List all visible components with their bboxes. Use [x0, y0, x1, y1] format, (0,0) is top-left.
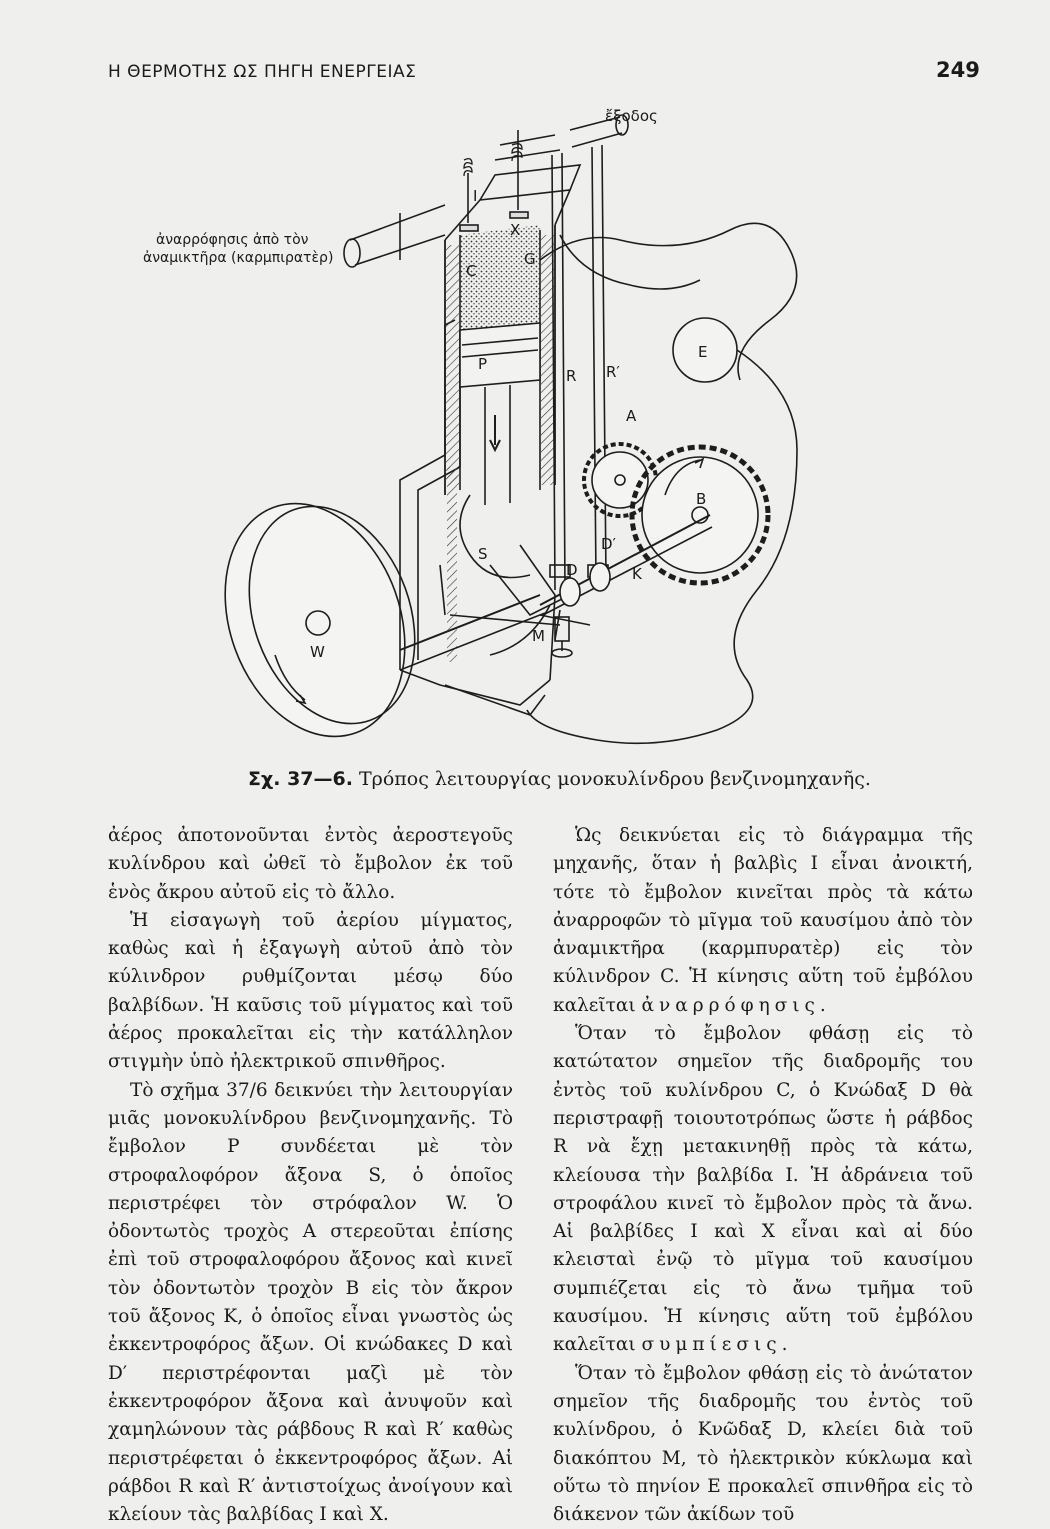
page-number: 249 — [936, 58, 980, 82]
label-camshaft-k: K — [632, 565, 642, 583]
engine-figure — [100, 95, 980, 785]
label-gear-b: B — [696, 490, 707, 508]
right-paragraph-1-text: Ὡς δεικνύεται εἰς τὸ διάγραμμα τῆς μηχανῆς, ὅταν ἡ βαλβὶς I εἶναι ἀνοικτή, τότε τὸ ἔμβολον κινεῖται πρὸς τὰ κάτω ἀναρροφῶν τὸ μῖγμα τοῦ καυσίμου ἀπὸ τὸν ἀναμικτῆρα (καρμπυρατὲρ) εἰς τὸν κύλινδρον C. Ἡ κίνησις αὕτη τοῦ ἐμβόλου καλεῖται — [553, 825, 973, 1016]
flywheel — [194, 478, 444, 762]
running-header: Η ΘΕΡΜΟΤΗΣ ΩΣ ΠΗΓΗ ΕΝΕΡΓΕΙΑΣ — [108, 62, 417, 82]
label-crankshaft-s: S — [478, 545, 488, 563]
term-compression: συμπίεσις. — [641, 1334, 793, 1356]
valves — [460, 130, 560, 231]
label-gear-a: A — [626, 407, 637, 425]
left-paragraph-3: Τὸ σχῆμα 37/6 δεικνύει τὴν λειτουργίαν μιᾶς μονοκυλίνδρου βενζινομηχανῆς. Τὸ ἔμβολον P συνδέεται μὲ τὸν στροφαλοφόρον ἄξονα S, ὁ ὁποῖος περιστρέφει τὸν στρόφαλον W. Ὁ ὀδοντωτὸς τροχὸς A στερεοῦται ἐπίσης ἐπὶ τοῦ στροφαλοφόρου ἄξονος καὶ κινεῖ τὸν ὀδοντωτὸν τροχὸν B εἰς τὸν ἄκρον τοῦ ἄξονος K, ὁ ὁποῖος εἶναι γνωστὸς ὡς ἐκκεντροφόρος ἄξων. Οἱ κνώδακες D καὶ D′ περιστρέφονται μαζὶ μὲ τὸν ἐκκεντροφόρον ἄξονα καὶ ἀνυψοῦν καὶ χαμηλώνουν τὰς ράβδους R καὶ R′ καθὼς περιστρέφεται ὁ ἐκκεντροφόρος ἄξων. Αἱ ράβδοι R καὶ R′ ἀντιστοίχως ἀνοίγουν καὶ κλείουν τὰς βαλβίδας I καὶ X. — [108, 1079, 513, 1526]
left-column — [108, 822, 513, 1529]
intake-label-line1: ἀναρρόφησις ἀπὸ τὸν — [156, 232, 309, 248]
label-valve-x: X — [510, 221, 521, 239]
push-rods — [550, 145, 608, 590]
breaker-switch — [540, 615, 590, 657]
left-paragraph-2: Ἡ εἰσαγωγὴ τοῦ ἀερίου μίγματος, καθὼς καὶ ἡ ἐξαγωγὴ αὐτοῦ ἀπὸ τὸν κύλινδρον ρυθμίζονται μέσῳ δύο βαλβίδων. Ἡ καῦσις τοῦ μίγματος καὶ τοῦ ἀέρος προκαλεῖται εἰς τὴν κατάλληλον στιγμὴν ὑπὸ ἠλεκτρικοῦ σπινθῆρος. — [108, 909, 513, 1073]
intake-label-line2: ἀναμικτῆρα (καρμπιρατὲρ) — [143, 250, 334, 266]
intake-pipe — [344, 205, 445, 267]
right-paragraph-2-text: Ὅταν τὸ ἔμβολον φθάσῃ εἰς τὸ κατώτατον σημεῖον τῆς διαδρομῆς του ἐντὸς τοῦ κυλίνδρου C, ὁ Κνώδαξ D θὰ περιστραφῇ τοιουτοτρόπως ὥστε ἡ ράβδος R νὰ ἔχῃ μετακινηθῇ πρὸς τὰ κάτω, κλείουσα τὴν βαλβίδα I. Ἡ ἀδράνεια τοῦ στροφάλου κινεῖ τὸ ἔμβολον πρὸς τὰ ἄνω. Αἱ βαλβίδες I καὶ X εἶναι καὶ αἱ δύο κλεισταὶ ἐνῷ τὸ μῖγμα τοῦ καυσίμου συμπιέζεται εἰς τὸ ἄνω τμῆμα τοῦ καυσίμου. Ἡ κίνησις αὕτη τοῦ ἐμβόλου καλεῖται — [553, 1023, 973, 1356]
label-rod-r: R — [566, 367, 577, 385]
label-cam-d: D — [566, 561, 578, 579]
label-flywheel-w: W — [310, 643, 325, 661]
label-piston-p: P — [478, 355, 488, 373]
figure-caption — [248, 768, 968, 790]
label-cylinder-c: C — [466, 262, 477, 280]
label-cam-d-prime: D′ — [601, 535, 616, 553]
label-breaker-m: M — [532, 627, 545, 645]
term-intake: ἀναρρόφησις. — [641, 994, 831, 1016]
label-coil-e: E — [698, 343, 708, 361]
exhaust-label: ἔξοδος — [605, 107, 658, 125]
caption-text: Τρόπος λειτουργίας μονοκυλίνδρου βενζινομηχανῆς. — [359, 768, 871, 790]
right-paragraph-1 — [553, 822, 973, 1020]
right-column — [553, 822, 973, 1529]
right-paragraph-2 — [553, 1020, 973, 1360]
label-rod-r-prime: R′ — [606, 363, 620, 381]
label-valve-i: I — [473, 187, 478, 205]
gear-b — [632, 447, 768, 583]
caption-number: Σχ. 37—6. — [248, 768, 353, 790]
label-g: G — [524, 250, 536, 268]
right-paragraph-3: Ὅταν τὸ ἔμβολον φθάσῃ εἰς τὸ ἀνώτατον σημεῖον τῆς διαδρομῆς του ἐντὸς τοῦ κυλίνδρου, ὁ Κνῶδαξ D, κλείει διὰ τοῦ διακόπτου M, τὸ ἠλεκτρικὸν κύκλωμα καὶ οὕτω τὸ πηνίον E προκαλεῖ σπινθῆρα εἰς τὸ διάκενον τῶν ἀκίδων τοῦ — [553, 1362, 973, 1526]
left-paragraph-1: ἀέρος ἀποτονοῦνται ἐντὸς ἀεροστεγοῦς κυλίνδρου καὶ ὠθεῖ τὸ ἔμβολον ἐκ τοῦ ἑνὸς ἄκρου αὐτοῦ εἰς τὸ ἄλλο. — [108, 825, 513, 903]
